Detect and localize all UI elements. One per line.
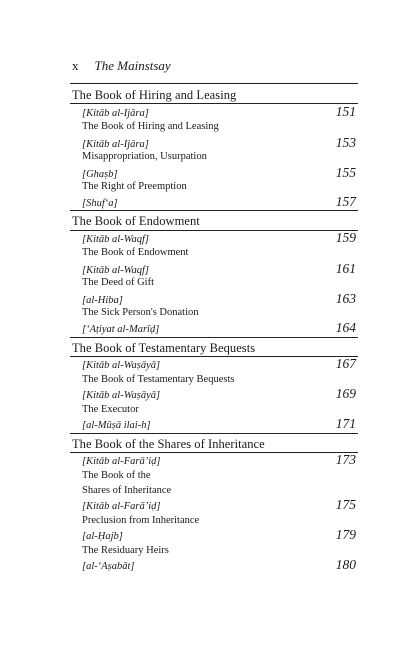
page-number: 167	[335, 356, 356, 371]
toc-entry	[82, 416, 356, 432]
entry-label: [Kitāb al-Ijāra]	[82, 139, 149, 150]
entry-label: [Ghaṣb]	[82, 169, 118, 180]
page-number: 159	[335, 230, 356, 245]
page-number: 164	[335, 320, 356, 335]
subtitle-line: The Book of Testamentary Bequests	[82, 374, 235, 385]
page-number: 175	[335, 497, 356, 512]
entry-label: [Shuf‘a]	[82, 198, 118, 209]
subtitle-line: Preclusion from Inheritance	[82, 515, 200, 526]
section-title: The Book of Testamentary Bequests	[72, 341, 256, 355]
toc-entry	[82, 386, 356, 402]
toc-entry	[82, 497, 356, 513]
page-number: 171	[335, 416, 356, 431]
page-number: 169	[335, 386, 356, 401]
subtitle-line: Misappropriation, Usurpation	[82, 151, 207, 162]
section-rule	[70, 433, 358, 434]
section-rule	[70, 210, 358, 211]
toc-entry	[82, 356, 356, 372]
running-header	[72, 58, 171, 74]
toc-entry	[82, 291, 356, 307]
page-number: 155	[335, 165, 356, 180]
entry-label: [Kitāb al-Waṣāyā]	[82, 390, 161, 401]
subtitle-line: The Residuary Heirs	[82, 545, 169, 556]
page-number: 173	[335, 452, 356, 467]
subtitle-line: The Book of the	[82, 470, 151, 481]
page-number: 161	[335, 261, 356, 276]
entry-label: [al-Ḥajb]	[82, 531, 123, 542]
entry-label: [‘Aṭiyat al-Marīḍ]	[82, 324, 160, 335]
subtitle-line: The Executor	[82, 404, 139, 415]
page-number: 153	[335, 135, 356, 150]
toc-entry	[82, 320, 356, 336]
page-number: 157	[335, 194, 356, 209]
section-rule	[70, 337, 358, 338]
toc-entry	[82, 261, 356, 277]
entry-label: [Kitāb al-Waqf]	[82, 265, 149, 276]
entry-label: [Kitāb al-Waqf]	[82, 234, 149, 245]
toc-entry	[82, 230, 356, 246]
section-rule	[70, 83, 358, 84]
subtitle-line: The Book of Endowment	[82, 247, 189, 258]
subtitle-line: The Right of Preemption	[82, 181, 187, 192]
section-title: The Book of Hiring and Leasing	[72, 88, 237, 102]
section-title: The Book of Endowment	[72, 214, 200, 228]
toc-entry	[82, 135, 356, 151]
entry-label: [Kitāb al-Waṣāyā]	[82, 360, 161, 371]
entry-label: [al-Mūṣā ilai-h]	[82, 420, 151, 431]
page-number: 151	[335, 104, 356, 119]
running-title: The Mainstsay	[94, 58, 171, 73]
toc-entry	[82, 527, 356, 543]
entry-label: [al-‘Aṣabāt]	[82, 561, 135, 572]
page-number: 180	[335, 557, 356, 572]
entry-label: [Kitāb al-Farā’iḍ]	[82, 501, 161, 512]
subtitle-line: The Book of Hiring and Leasing	[82, 121, 219, 132]
toc-entry	[82, 557, 356, 573]
toc-entry	[82, 452, 356, 468]
page-number: 179	[335, 527, 356, 542]
entry-label: [Kitāb al-Farā’iḍ]	[82, 456, 161, 467]
toc-entry	[82, 165, 356, 181]
subtitle-line: The Deed of Gift	[82, 277, 155, 288]
subtitle-line: The Sick Person's Donation	[82, 307, 199, 318]
toc-entry	[82, 194, 356, 210]
subtitle-line: Shares of Inheritance	[82, 485, 172, 496]
entry-label: [al-Hiba]	[82, 295, 123, 306]
section-title: The Book of the Shares of Inheritance	[72, 437, 265, 451]
page-number: 163	[335, 291, 356, 306]
toc-entry	[82, 104, 356, 120]
entry-label: [Kitāb al-Ijāra]	[82, 108, 149, 119]
page-numeral: x	[72, 58, 79, 73]
